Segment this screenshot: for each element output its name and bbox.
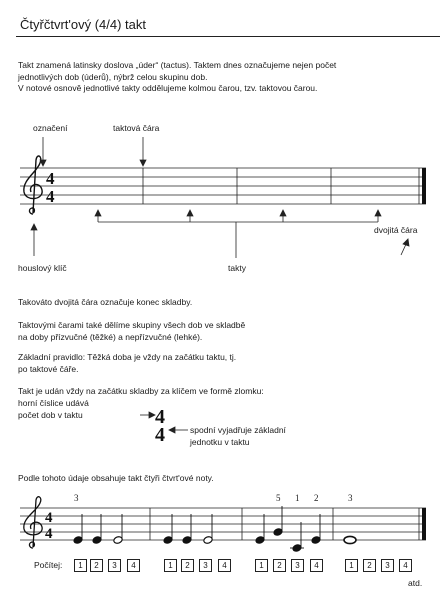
count-box: 1 bbox=[345, 559, 358, 572]
count-label: Počítej: bbox=[34, 560, 63, 570]
fingering-m5: 3 bbox=[348, 493, 353, 503]
fraction-note-top-line-1: horní číslice udává bbox=[18, 398, 89, 408]
para-double-bar: Takováto dvojitá čára označuje konec skladby. bbox=[18, 297, 193, 307]
count-box: 4 bbox=[218, 559, 231, 572]
intro-line-2: jednotlivých dob (úderů), nýbrž celou skupinu dob. bbox=[18, 71, 208, 82]
para-bars-line-2: na doby přízvučné (těžké) a nepřízvučné (lehké). bbox=[18, 331, 203, 342]
label-takty: takty bbox=[228, 263, 246, 273]
measure-1-notes bbox=[73, 514, 123, 544]
time-sig-bottom-2: 4 bbox=[45, 526, 53, 542]
count-box: 1 bbox=[74, 559, 87, 572]
count-box: 1 bbox=[255, 559, 268, 572]
fraction-top: 4 bbox=[155, 406, 165, 428]
time-sig-top-1: 4 bbox=[46, 169, 55, 188]
count-box: 2 bbox=[363, 559, 376, 572]
count-box: 4 bbox=[399, 559, 412, 572]
count-box: 3 bbox=[291, 559, 304, 572]
time-sig-top-2: 4 bbox=[45, 510, 53, 526]
fingering-m4-a: 5 bbox=[276, 493, 281, 503]
count-box: 2 bbox=[273, 559, 286, 572]
para-contains: Podle tohoto údaje obsahuje takt čtyři čtvrt'ové noty. bbox=[18, 473, 214, 483]
count-box: 3 bbox=[199, 559, 212, 572]
fraction-bottom: 4 bbox=[155, 424, 165, 446]
count-box: 2 bbox=[90, 559, 103, 572]
count-box: 3 bbox=[108, 559, 121, 572]
page-title: Čtyřčtvrt'ový (4/4) takt bbox=[20, 17, 147, 32]
staff-lines-2 bbox=[20, 508, 426, 540]
label-oznaceni: označení bbox=[33, 123, 68, 133]
measure-2-notes bbox=[163, 514, 213, 544]
label-taktova-cara: taktová čára bbox=[113, 123, 160, 133]
count-box: 4 bbox=[310, 559, 323, 572]
para-time-sig: Takt je udán vždy na začátku skladby za klíčem ve formě zlomku: bbox=[18, 386, 264, 396]
para-rule-line-1: Základní pravidlo: Těžká doba je vždy na začátku taktu, tj. bbox=[18, 352, 237, 362]
measure-5-notes bbox=[344, 536, 356, 543]
para-rule-line-2: po taktové čáře. bbox=[18, 363, 79, 374]
final-double-bar-2 bbox=[422, 508, 426, 540]
intro-line-3: V notové osnově jednotlivé takty oddělujeme kolmou čarou, tzv. taktovou čarou. bbox=[18, 83, 318, 93]
fraction-note-bottom-line-1: spodní vyjadřuje základní bbox=[190, 425, 286, 435]
fraction-note-top-line-2: počet dob v taktu bbox=[18, 409, 83, 420]
count-box: 1 bbox=[164, 559, 177, 572]
count-box: 4 bbox=[127, 559, 140, 572]
etc-label: atd. bbox=[408, 578, 423, 588]
fingering-m4-c: 2 bbox=[314, 493, 319, 503]
para-bars-line-1: Taktovými čarami také dělíme skupiny všech dob ve skladbě bbox=[18, 320, 246, 330]
label-dvojita-cara: dvojitá čára bbox=[374, 225, 418, 235]
fraction-note-bottom-line-2: jednotku v taktu bbox=[190, 436, 250, 447]
count-box: 2 bbox=[181, 559, 194, 572]
fingering-m4-b: 1 bbox=[295, 493, 300, 503]
fingering-m1: 3 bbox=[74, 493, 79, 503]
label-houslovy-klic: houslový klíč bbox=[18, 263, 67, 273]
measure-4-notes bbox=[255, 506, 321, 552]
count-box: 3 bbox=[381, 559, 394, 572]
intro-line-1: Takt znamená latinsky doslova „úder“ (tactus). Taktem dnes označujeme nejen počet bbox=[18, 60, 337, 70]
time-sig-bottom-1: 4 bbox=[46, 187, 55, 206]
